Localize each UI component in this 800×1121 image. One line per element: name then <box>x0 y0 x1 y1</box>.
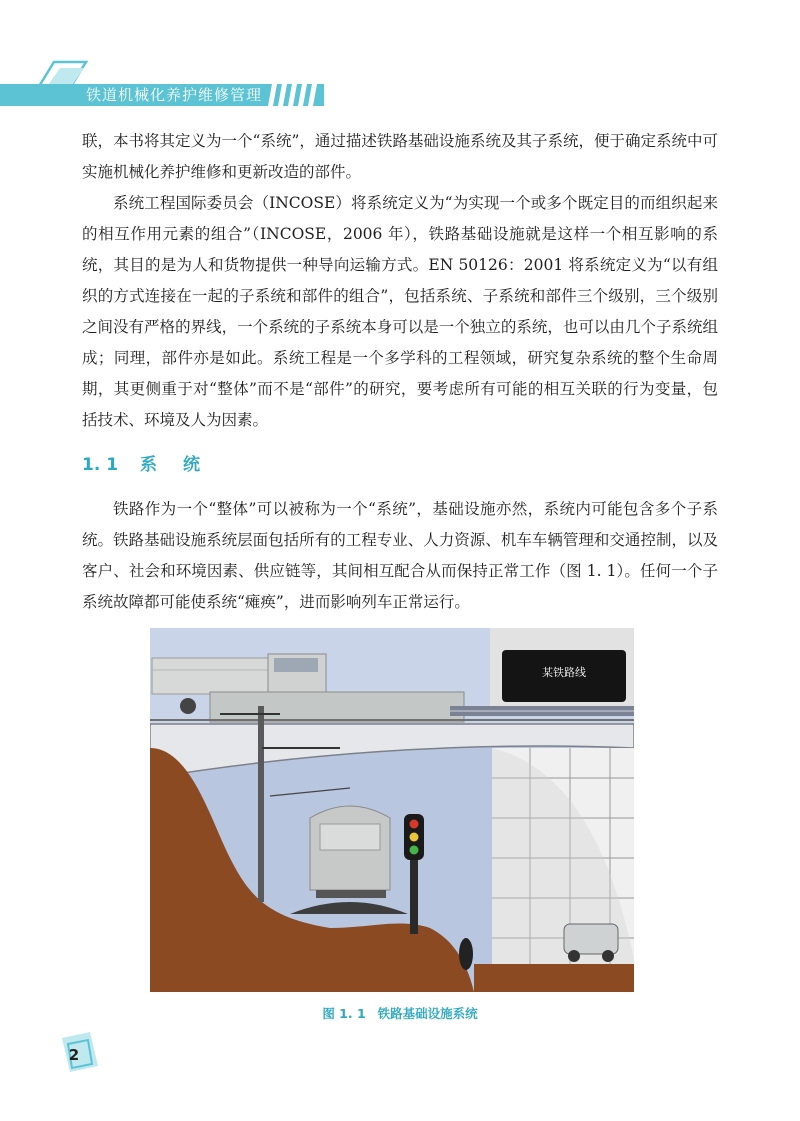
section-heading <box>82 452 200 478</box>
railway-infrastructure-figure <box>150 628 634 992</box>
railway-sign-text: 某铁路线 <box>542 666 586 679</box>
header-stripes <box>262 84 324 106</box>
paragraph-2: 系统工程国际委员会（INCOSE）将系统定义为“为实现一个或多个既定目的而组织起来的相互作用元素的组合”（INCOSE，2006 年），铁路基础设施就是这样一个相互影响的系统，其目的是为人和货物提供一种导向运输方式。EN 50126：2001 将系统定义为“以有组织的方式连接在一起的子系统和部件的组合”，包括系统、子系统和部件三个级别，三个级别之间没有严格的界线，一个系统的子系统本身可以是一个独立的系统，也可以由几个子系统组成；同理，部件亦是如此。系统工程是一个多学科的工程领域，研究复杂系统的整个生命周期，其更侧重于对“整体”而不是“部件”的研究，要考虑所有可能的相互关联的行为变量，包括技术、环境及人为因素。 <box>82 194 718 429</box>
figure-caption <box>0 1004 800 1022</box>
page-number: 2 <box>68 1046 80 1064</box>
section-title-char-1: 系 <box>140 455 158 475</box>
figure-caption-number: 图 1. 1 <box>322 1006 366 1021</box>
running-header <box>0 0 800 120</box>
section-title-char-2: 统 <box>183 455 201 475</box>
paragraph-3: 铁路作为一个“整体”可以被称为一个“系统”，基础设施亦然，系统内可能包含多个子系统。铁路基础设施系统层面包括所有的工程专业、人力资源、机车车辆管理和交通控制，以及客户、社会和环境因素、供应链等，其间相互配合从而保持正常工作（图 1. 1）。任何一个子系统故障都可能使系统“瘫痪”，进而影响列车正常运行。 <box>82 500 718 611</box>
section-number: 1. 1 <box>82 455 119 475</box>
paragraph-1: 联，本书将其定义为一个“系统”，通过描述铁路基础设施系统及其子系统，便于确定系统中可实施机械化养护维修和更新改造的部件。 <box>82 132 718 181</box>
railway-illustration <box>150 628 634 992</box>
figure-caption-text: 铁路基础设施系统 <box>377 1006 478 1021</box>
header-title: 铁道机械化养护维修管理 <box>86 86 263 104</box>
